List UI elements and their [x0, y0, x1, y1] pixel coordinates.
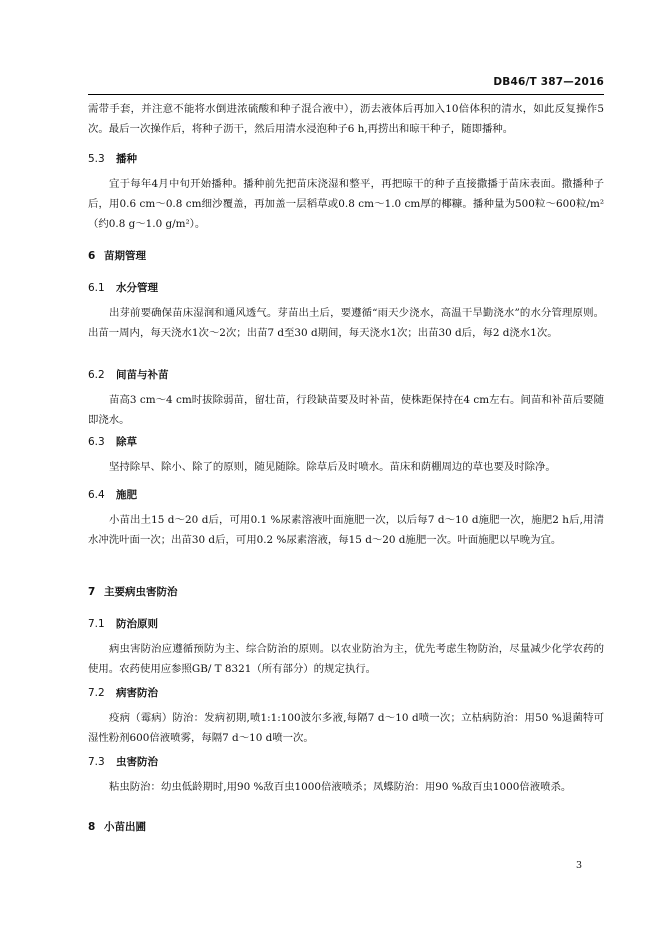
heading-title: 防治原则: [116, 618, 158, 630]
heading-number: 7.3: [88, 756, 105, 768]
paragraph-6-3: 坚持除早、除小、除了的原则，随见随除。除草后及时喷水。苗床和荫棚周边的草也要及时除净。: [109, 461, 556, 473]
heading-number: 6.4: [88, 489, 105, 501]
heading-7-1: [88, 617, 158, 631]
heading-5-3: [88, 152, 137, 166]
heading-6-2: [88, 368, 169, 382]
heading-7: [88, 585, 178, 599]
heading-title: 除草: [116, 436, 137, 448]
heading-number: 8: [88, 821, 96, 833]
heading-title: 小苗出圃: [104, 821, 146, 833]
paragraph-5-3: 宜于每年4月中旬开始播种。播种前先把苗床浇湿和整平，再把晾干的种子直接撒播于苗床表面。撒播种子后，用0.6 cm～0.8 cm细沙覆盖，再加盖一层稻草或0.8 cm～1.0 cm厚的椰糠。播种量为500粒～600粒/m²（约0.8 g～1.0 g/m²）。: [88, 178, 604, 230]
document-code: DB46/T 387—2016: [493, 76, 604, 88]
heading-number: 7.2: [88, 687, 105, 699]
paragraph-7-3: 粘虫防治：幼虫低龄期时,用90 %敌百虫1000倍液喷杀；凤蝶防治：用90 %敌百虫1000倍液喷杀。: [109, 781, 572, 793]
paragraph-7-1: 病虫害防治应遵循预防为主、综合防治的原则。以农业防治为主，优先考虑生物防治，尽量减少化学农药的使用。农药使用应参照GB/ T 8321（所有部分）的规定执行。: [88, 643, 604, 675]
heading-title: 病害防治: [116, 687, 158, 699]
heading-8: [88, 820, 146, 834]
paragraph-6-1: 出芽前要确保苗床湿润和通风透气。芽苗出土后，要遵循“雨天少浇水，高温干旱勤浇水”的水分管理原则。出苗一周内，每天浇水1次～2次；出苗7 d至30 d期间，每天浇水1次；出苗30 d后，每2 d浇水1次。: [88, 307, 604, 339]
heading-number: 5.3: [88, 153, 105, 165]
heading-number: 6.2: [88, 369, 105, 381]
paragraph-7-2: 疫病（霉病）防治：发病初期,喷1:1:100波尔多液,每隔7 d～10 d喷一次；立枯病防治：用50 %退菌特可湿性粉剂600倍液喷雾，每隔7 d～10 d喷一次。: [88, 712, 604, 744]
heading-number: 6.1: [88, 282, 105, 294]
heading-6-1: [88, 281, 158, 295]
heading-6: [88, 249, 146, 263]
heading-title: 主要病虫害防治: [104, 586, 178, 598]
page-number: 3: [575, 860, 582, 871]
heading-number: 6: [88, 250, 96, 262]
heading-title: 虫害防治: [116, 756, 158, 768]
heading-title: 播种: [116, 153, 137, 165]
heading-title: 施肥: [116, 489, 137, 501]
heading-number: 6.3: [88, 436, 105, 448]
heading-6-4: [88, 488, 137, 502]
paragraph-intro: 需带手套，并注意不能将水倒进浓硫酸和种子混合液中），沥去液体后再加入10倍体积的清水，如此反复操作5次。最后一次操作后，将种子沥干，然后用清水浸泡种子6 h,再捞出和晾干种子，随即播种。: [88, 103, 604, 135]
heading-7-2: [88, 686, 158, 700]
paragraph-6-2: 苗高3 cm～4 cm时拔除弱苗，留壮苗，行段缺苗要及时补苗，使株距保持在4 cm左右。间苗和补苗后要随即浇水。: [88, 394, 604, 426]
heading-number: 7: [88, 586, 96, 598]
heading-title: 间苗与补苗: [116, 369, 169, 381]
heading-title: 水分管理: [116, 282, 158, 294]
heading-title: 苗期管理: [104, 250, 146, 262]
heading-7-3: [88, 755, 158, 769]
header-rule: [88, 94, 604, 95]
heading-number: 7.1: [88, 618, 105, 630]
paragraph-6-4: 小苗出土15 d～20 d后，可用0.1 %尿素溶液叶面施肥一次，以后每7 d～10 d施肥一次，施肥2 h后,用清水冲洗叶面一次；出苗30 d后，可用0.2 %尿素溶液，每15 d～20 d施肥一次。叶面施肥以早晚为宜。: [88, 514, 604, 546]
heading-6-3: [88, 435, 137, 449]
